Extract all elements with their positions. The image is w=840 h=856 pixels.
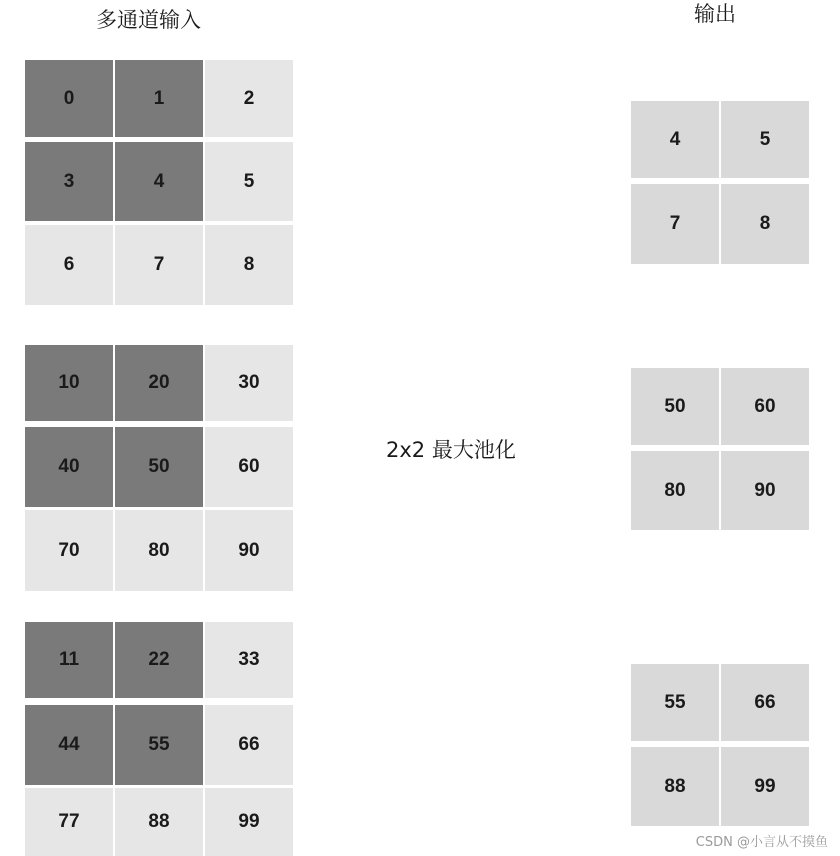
input-cell: 8 (205, 225, 293, 305)
input-cell: 77 (25, 788, 113, 856)
input-cell: 30 (205, 345, 293, 421)
output-cell: 4 (631, 101, 719, 178)
input-cell: 66 (205, 705, 293, 785)
pool-window-cell: 50 (115, 427, 203, 507)
output-cell: 80 (631, 451, 719, 530)
pool-window-cell: 22 (115, 622, 203, 698)
output-cell: 50 (631, 368, 719, 445)
output-cell: 7 (631, 184, 719, 264)
pool-window-cell: 44 (25, 705, 113, 785)
input-cell: 60 (205, 427, 293, 507)
output-cell: 55 (631, 664, 719, 741)
pool-window-cell: 0 (25, 60, 113, 137)
output-cell: 88 (631, 747, 719, 826)
input-cell: 5 (205, 142, 293, 221)
output-cell: 66 (721, 664, 809, 741)
output-cell: 5 (721, 101, 809, 178)
input-cell: 7 (115, 225, 203, 305)
pool-window-cell: 4 (115, 142, 203, 221)
output-cell: 90 (721, 451, 809, 530)
input-cell: 2 (205, 60, 293, 137)
output-title: 输出 (694, 2, 736, 26)
input-cell: 90 (205, 510, 293, 591)
output-cell: 99 (721, 747, 809, 826)
watermark: CSDN @小言从不摸鱼 (695, 835, 828, 850)
pool-window-cell: 20 (115, 345, 203, 421)
pool-window-cell: 40 (25, 427, 113, 507)
pool-window-cell: 55 (115, 705, 203, 785)
pool-window-cell: 1 (115, 60, 203, 137)
input-cell: 70 (25, 510, 113, 591)
input-cell: 33 (205, 622, 293, 698)
pool-window-cell: 11 (25, 622, 113, 698)
input-title: 多通道输入 (96, 8, 201, 32)
input-cell: 99 (205, 788, 293, 856)
output-cell: 60 (721, 368, 809, 445)
input-cell: 88 (115, 788, 203, 856)
pool-window-cell: 10 (25, 345, 113, 421)
output-cell: 8 (721, 184, 809, 264)
operation-label: 2x2 最大池化 (386, 438, 516, 462)
pool-window-cell: 3 (25, 142, 113, 221)
input-cell: 6 (25, 225, 113, 305)
input-cell: 80 (115, 510, 203, 591)
